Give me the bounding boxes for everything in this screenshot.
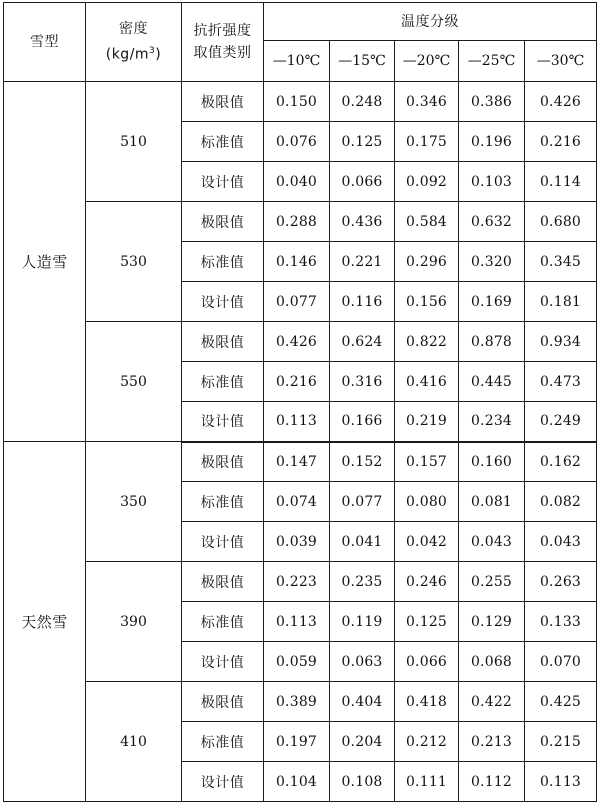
strength-value-cell: 0.426 xyxy=(525,82,597,122)
header-density-close: ) xyxy=(155,46,162,63)
table-row xyxy=(4,562,597,602)
strength-value-cell: 0.113 xyxy=(264,402,330,442)
header-density-sup: 3 xyxy=(149,46,156,57)
density-cell: 550 xyxy=(86,322,182,442)
strength-value-cell: 0.346 xyxy=(395,82,459,122)
strength-value-cell: 0.181 xyxy=(525,282,597,322)
strength-value-cell: 0.162 xyxy=(525,442,597,482)
strength-value-cell: 0.422 xyxy=(459,682,525,722)
strength-value-cell: 0.147 xyxy=(264,442,330,482)
strength-value-cell: 0.066 xyxy=(395,642,459,682)
snow-type-cell: 天然雪 xyxy=(4,442,86,802)
density-cell: 390 xyxy=(86,562,182,682)
strength-value-cell: 0.436 xyxy=(330,202,395,242)
strength-value-cell: 0.426 xyxy=(264,322,330,362)
strength-category-cell: 标准值 xyxy=(182,242,264,282)
strength-value-cell: 0.288 xyxy=(264,202,330,242)
strength-value-cell: 0.197 xyxy=(264,722,330,762)
strength-value-cell: 0.129 xyxy=(459,602,525,642)
strength-value-cell: 0.063 xyxy=(330,642,395,682)
strength-value-cell: 0.043 xyxy=(459,522,525,562)
strength-value-cell: 0.039 xyxy=(264,522,330,562)
strength-category-cell: 设计值 xyxy=(182,522,264,562)
strength-value-cell: 0.216 xyxy=(264,362,330,402)
strength-value-cell: 0.112 xyxy=(459,762,525,802)
strength-value-cell: 0.070 xyxy=(525,642,597,682)
strength-value-cell: 0.103 xyxy=(459,162,525,202)
strength-category-cell: 设计值 xyxy=(182,282,264,322)
strength-value-cell: 0.108 xyxy=(330,762,395,802)
header-temp-col: —15℃ xyxy=(330,41,395,82)
strength-value-cell: 0.146 xyxy=(264,242,330,282)
strength-value-cell: 0.219 xyxy=(395,402,459,442)
strength-value-cell: 0.296 xyxy=(395,242,459,282)
header-strength-category xyxy=(182,3,264,82)
table-row xyxy=(4,322,597,362)
strength-value-cell: 0.878 xyxy=(459,322,525,362)
strength-category-cell: 极限值 xyxy=(182,82,264,122)
strength-value-cell: 0.404 xyxy=(330,682,395,722)
strength-value-cell: 0.111 xyxy=(395,762,459,802)
strength-category-cell: 标准值 xyxy=(182,362,264,402)
strength-value-cell: 0.223 xyxy=(264,562,330,602)
strength-category-cell: 极限值 xyxy=(182,562,264,602)
header-density-line1: 密度 xyxy=(119,21,148,38)
strength-value-cell: 0.235 xyxy=(330,562,395,602)
strength-value-cell: 0.152 xyxy=(330,442,395,482)
strength-value-cell: 0.040 xyxy=(264,162,330,202)
strength-value-cell: 0.042 xyxy=(395,522,459,562)
strength-value-cell: 0.175 xyxy=(395,122,459,162)
strength-category-cell: 极限值 xyxy=(182,682,264,722)
strength-value-cell: 0.632 xyxy=(459,202,525,242)
strength-category-cell: 极限值 xyxy=(182,202,264,242)
header-temp-col: —10℃ xyxy=(264,41,330,82)
strength-category-cell: 标准值 xyxy=(182,482,264,522)
strength-category-cell: 设计值 xyxy=(182,762,264,802)
strength-value-cell: 0.068 xyxy=(459,642,525,682)
table-row xyxy=(4,682,597,722)
strength-value-cell: 0.316 xyxy=(330,362,395,402)
strength-value-cell: 0.059 xyxy=(264,642,330,682)
strength-value-cell: 0.249 xyxy=(525,402,597,442)
strength-value-cell: 0.584 xyxy=(395,202,459,242)
snow-strength-table xyxy=(3,2,597,802)
strength-value-cell: 0.212 xyxy=(395,722,459,762)
strength-value-cell: 0.082 xyxy=(525,482,597,522)
snow-type-cell: 人造雪 xyxy=(4,82,86,442)
strength-value-cell: 0.215 xyxy=(525,722,597,762)
strength-value-cell: 0.156 xyxy=(395,282,459,322)
strength-value-cell: 0.157 xyxy=(395,442,459,482)
strength-category-cell: 极限值 xyxy=(182,442,264,482)
strength-value-cell: 0.125 xyxy=(330,122,395,162)
strength-category-cell: 设计值 xyxy=(182,402,264,442)
strength-category-cell: 设计值 xyxy=(182,642,264,682)
strength-category-cell: 标准值 xyxy=(182,602,264,642)
strength-value-cell: 0.076 xyxy=(264,122,330,162)
strength-category-cell: 设计值 xyxy=(182,162,264,202)
strength-value-cell: 0.081 xyxy=(459,482,525,522)
header-strength-line2: 取值类别 xyxy=(193,45,252,61)
strength-value-cell: 0.216 xyxy=(525,122,597,162)
strength-value-cell: 0.445 xyxy=(459,362,525,402)
strength-value-cell: 0.077 xyxy=(330,482,395,522)
density-cell: 510 xyxy=(86,82,182,202)
strength-value-cell: 0.113 xyxy=(264,602,330,642)
header-density-line2 xyxy=(86,40,181,66)
strength-value-cell: 0.624 xyxy=(330,322,395,362)
strength-value-cell: 0.204 xyxy=(330,722,395,762)
strength-value-cell: 0.074 xyxy=(264,482,330,522)
strength-value-cell: 0.041 xyxy=(330,522,395,562)
table-row xyxy=(4,82,597,122)
strength-value-cell: 0.133 xyxy=(525,602,597,642)
table-row xyxy=(4,202,597,242)
strength-value-cell: 0.116 xyxy=(330,282,395,322)
strength-value-cell: 0.389 xyxy=(264,682,330,722)
strength-value-cell: 0.113 xyxy=(525,762,597,802)
table-row xyxy=(4,442,597,482)
strength-value-cell: 0.080 xyxy=(395,482,459,522)
header-density xyxy=(86,3,182,82)
strength-value-cell: 0.221 xyxy=(330,242,395,282)
strength-category-cell: 极限值 xyxy=(182,322,264,362)
strength-value-cell: 0.246 xyxy=(395,562,459,602)
strength-value-cell: 0.043 xyxy=(525,522,597,562)
header-temperature-group: 温度分级 xyxy=(264,3,597,41)
strength-value-cell: 0.263 xyxy=(525,562,597,602)
strength-value-cell: 0.104 xyxy=(264,762,330,802)
strength-category-cell: 标准值 xyxy=(182,122,264,162)
header-temp-col: —20℃ xyxy=(395,41,459,82)
header-density-unit: (kg/m xyxy=(105,46,150,63)
strength-value-cell: 0.822 xyxy=(395,322,459,362)
strength-value-cell: 0.092 xyxy=(395,162,459,202)
strength-value-cell: 0.169 xyxy=(459,282,525,322)
strength-value-cell: 0.345 xyxy=(525,242,597,282)
strength-value-cell: 0.320 xyxy=(459,242,525,282)
strength-value-cell: 0.680 xyxy=(525,202,597,242)
strength-value-cell: 0.119 xyxy=(330,602,395,642)
strength-value-cell: 0.425 xyxy=(525,682,597,722)
strength-category-cell: 标准值 xyxy=(182,722,264,762)
density-cell: 410 xyxy=(86,682,182,802)
strength-value-cell: 0.418 xyxy=(395,682,459,722)
density-cell: 530 xyxy=(86,202,182,322)
strength-value-cell: 0.150 xyxy=(264,82,330,122)
strength-value-cell: 0.386 xyxy=(459,82,525,122)
strength-value-cell: 0.160 xyxy=(459,442,525,482)
strength-value-cell: 0.213 xyxy=(459,722,525,762)
strength-value-cell: 0.234 xyxy=(459,402,525,442)
header-temp-col: —30℃ xyxy=(525,41,597,82)
density-cell: 350 xyxy=(86,442,182,562)
table-header xyxy=(4,3,597,82)
table-body xyxy=(4,82,597,802)
strength-value-cell: 0.114 xyxy=(525,162,597,202)
header-snow-type: 雪型 xyxy=(4,3,86,82)
strength-value-cell: 0.196 xyxy=(459,122,525,162)
strength-value-cell: 0.473 xyxy=(525,362,597,402)
strength-value-cell: 0.125 xyxy=(395,602,459,642)
strength-value-cell: 0.248 xyxy=(330,82,395,122)
header-strength-line1: 抗折强度 xyxy=(193,23,252,39)
strength-value-cell: 0.066 xyxy=(330,162,395,202)
strength-value-cell: 0.934 xyxy=(525,322,597,362)
strength-value-cell: 0.077 xyxy=(264,282,330,322)
header-temp-col: —25℃ xyxy=(459,41,525,82)
strength-value-cell: 0.166 xyxy=(330,402,395,442)
strength-value-cell: 0.416 xyxy=(395,362,459,402)
strength-value-cell: 0.255 xyxy=(459,562,525,602)
